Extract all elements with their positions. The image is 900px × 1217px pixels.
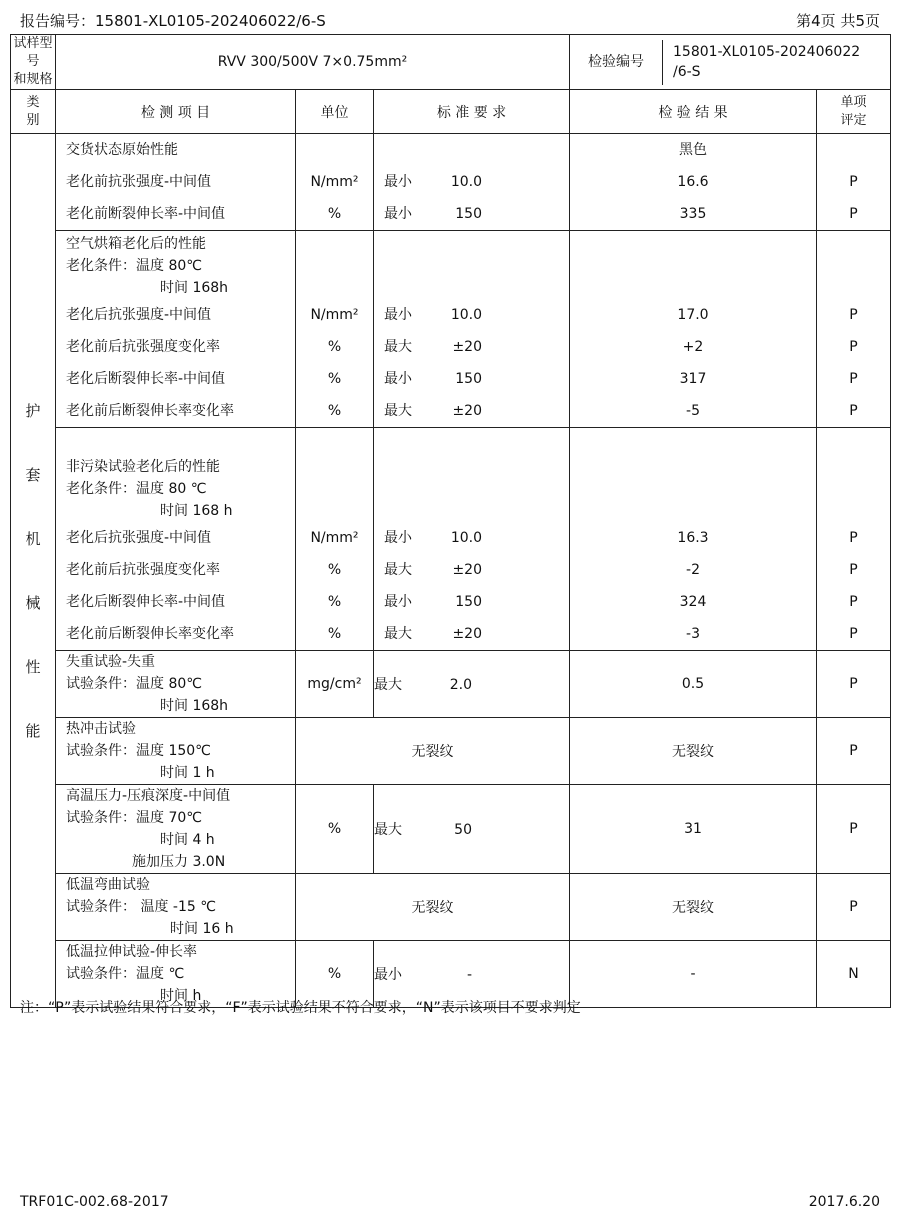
result-cell: [570, 428, 817, 651]
std-type: 最大: [384, 339, 412, 355]
item-text: 老化后抗张强度-中间值: [66, 530, 212, 546]
item-cell: [56, 134, 296, 231]
table-row: [11, 231, 891, 428]
category-char: 性: [25, 657, 41, 676]
test-report-table: [10, 34, 891, 1008]
report-number: 报告编号：15801-XL0105-202406022/6-S: [20, 12, 326, 30]
evaluation-cell: P: [817, 785, 891, 874]
condition-text: 时间 168 h: [160, 503, 233, 519]
item-cell: [56, 874, 296, 941]
result-text: 17.0: [677, 307, 709, 323]
item-text: 老化前后断裂伸长率变化率: [66, 626, 234, 642]
standard-cell: 无裂纹: [296, 718, 570, 785]
unit-text: N/mm²: [310, 530, 359, 546]
table-row: [11, 785, 891, 874]
result-text: 317: [679, 371, 707, 387]
evaluation-text: P: [849, 206, 858, 222]
std-value: 150: [455, 371, 482, 387]
std-type: 最小: [384, 530, 412, 546]
result-text: 324: [679, 594, 707, 610]
item-text: 交货状态原始性能: [66, 142, 178, 158]
unit-cell: [296, 134, 374, 231]
std-type: 最大: [384, 562, 412, 578]
unit-text: %: [327, 594, 342, 610]
std-type: 最小: [384, 206, 412, 222]
item-text: 老化前抗张强度-中间值: [66, 174, 212, 190]
item-text: 老化前断裂伸长率-中间值: [66, 206, 226, 222]
category-char: 机: [25, 529, 41, 548]
result-cell: -: [570, 941, 817, 1008]
std-value: ±20: [452, 626, 482, 642]
category-char: 护: [25, 401, 41, 420]
footnote: 注：“P”表示试验结果符合要求，“F”表示试验结果不符合要求，“N”表示该项目不要求判定: [20, 1000, 581, 1016]
std-value: ±20: [452, 403, 482, 419]
std-value: 2.0: [449, 677, 472, 693]
condition-text: 试验条件：温度 150℃: [66, 743, 211, 759]
standard-cell: [374, 231, 570, 428]
result-cell: 31: [570, 785, 817, 874]
item-text: 老化后断裂伸长率-中间值: [66, 594, 226, 610]
result-text: 黑色: [679, 142, 707, 158]
result-text: 335: [679, 206, 707, 222]
std-type: 最小: [384, 371, 412, 387]
unit-cell: [296, 428, 374, 651]
condition-text: 时间 16 h: [170, 921, 234, 937]
evaluation-cell: P: [817, 651, 891, 718]
item-text: 老化后断裂伸长率-中间值: [66, 371, 226, 387]
col-result: 检 验 结 果: [570, 90, 817, 134]
result-text: 16.6: [677, 174, 709, 190]
category-cell: [11, 134, 56, 1008]
table-row: [11, 428, 891, 651]
std-value: 150: [455, 594, 482, 610]
evaluation-cell: P: [817, 718, 891, 785]
standard-cell: [374, 428, 570, 651]
model-value-cell: [56, 35, 570, 90]
evaluation-cell: P: [817, 874, 891, 941]
unit-text: N/mm²: [310, 307, 359, 323]
page-number: 第4页 共5页: [796, 12, 880, 30]
model-label-cell: [11, 35, 56, 90]
model-value: RVV 300/500V 7×0.75mm²: [217, 54, 408, 70]
col-item: 检 测 项 目: [56, 90, 296, 134]
std-type: 最小: [384, 174, 412, 190]
result-text: -2: [686, 562, 700, 578]
result-text: -5: [686, 403, 700, 419]
condition-text: 试验条件： 温度 -15 ℃: [66, 899, 216, 915]
item-cell: [56, 428, 296, 651]
std-type: 最小: [374, 967, 402, 983]
item-text: 老化前后抗张强度变化率: [66, 339, 220, 355]
result-text: -3: [686, 626, 700, 642]
std-value: 10.0: [450, 530, 482, 546]
std-value: 150: [455, 206, 482, 222]
item-text: 非污染试验老化后的性能: [66, 459, 220, 475]
unit-text: %: [327, 562, 342, 578]
category-char: 能: [25, 721, 41, 740]
standard-cell: 无裂纹: [296, 874, 570, 941]
standard-cell: [374, 785, 570, 874]
std-type: 最大: [384, 403, 412, 419]
evaluation-text: P: [849, 530, 858, 546]
std-value: 10.0: [450, 307, 482, 323]
evaluation-text: P: [849, 562, 858, 578]
unit-text: N/mm²: [310, 174, 359, 190]
std-type: 最小: [384, 307, 412, 323]
evaluation-cell: [817, 134, 891, 231]
std-value: ±20: [452, 339, 482, 355]
evaluation-text: P: [849, 594, 858, 610]
std-type: 最大: [384, 626, 412, 642]
evaluation-cell: [817, 428, 891, 651]
condition-text: 试验条件：温度 80℃: [66, 676, 202, 692]
item-cell: [56, 651, 296, 718]
std-type: 最小: [384, 594, 412, 610]
result-cell: 无裂纹: [570, 718, 817, 785]
item-text: 热冲击试验: [66, 721, 136, 737]
condition-text: 时间 h: [160, 988, 202, 1004]
test-number-label: 检验编号: [570, 40, 663, 85]
item-text: 低温拉伸试验-伸长率: [66, 944, 198, 960]
std-value: 10.0: [450, 174, 482, 190]
condition-text: 老化条件：温度 80 ℃: [66, 481, 207, 497]
standard-cell: [374, 134, 570, 231]
unit-cell: mg/cm²: [296, 651, 374, 718]
issue-date: 2017.6.20: [808, 1194, 880, 1210]
evaluation-cell: N: [817, 941, 891, 1008]
evaluation-text: P: [849, 174, 858, 190]
item-text: 老化前后断裂伸长率变化率: [66, 403, 234, 419]
result-cell: [570, 134, 817, 231]
model-label: 试样型号 和规格: [13, 36, 53, 87]
unit-text: %: [327, 339, 342, 355]
unit-cell: %: [296, 785, 374, 874]
col-evaluation: 单项 评定: [817, 90, 891, 134]
item-cell: [56, 231, 296, 428]
standard-cell: [374, 651, 570, 718]
col-unit: 单位: [296, 90, 374, 134]
table-row: [11, 134, 891, 231]
std-value: ±20: [452, 562, 482, 578]
condition-text: 时间 4 h: [160, 832, 215, 848]
item-text: 老化前后抗张强度变化率: [66, 562, 220, 578]
item-text: 失重试验-失重: [66, 654, 156, 670]
item-text: 低温弯曲试验: [66, 877, 150, 893]
col-standard: 标 准 要 求: [374, 90, 570, 134]
table-row: [11, 874, 891, 941]
sample-info-row: [11, 35, 891, 90]
condition-text: 试验条件：温度 ℃: [66, 966, 185, 982]
condition-text: 时间 168h: [160, 280, 229, 296]
result-text: 16.3: [677, 530, 709, 546]
evaluation-text: P: [849, 626, 858, 642]
item-text: 空气烘箱老化后的性能: [66, 236, 206, 252]
std-type: 最大: [374, 822, 402, 838]
unit-cell: [296, 231, 374, 428]
category-char: 套: [25, 465, 41, 484]
item-cell: [56, 785, 296, 874]
test-number-value: 15801-XL0105-202406022 /6-S: [673, 43, 861, 80]
item-text: 老化后抗张强度-中间值: [66, 307, 212, 323]
column-header-row: [11, 90, 891, 134]
condition-text: 施加压力 3.0N: [132, 854, 226, 870]
evaluation-text: P: [849, 371, 858, 387]
unit-cell: %: [296, 941, 374, 1008]
form-number: TRF01C-002.68-2017: [20, 1194, 169, 1210]
std-type: 最大: [374, 677, 402, 693]
evaluation-text: P: [849, 307, 858, 323]
evaluation-cell: [817, 231, 891, 428]
category-char: 械: [25, 593, 41, 612]
unit-text: %: [327, 403, 342, 419]
result-cell: 0.5: [570, 651, 817, 718]
item-cell: [56, 718, 296, 785]
evaluation-text: P: [849, 403, 858, 419]
result-cell: [570, 231, 817, 428]
condition-text: 时间 168h: [160, 698, 229, 714]
table-row: [11, 651, 891, 718]
unit-text: %: [327, 626, 342, 642]
item-text: 高温压力-压痕深度-中间值: [66, 788, 231, 804]
condition-text: 老化条件：温度 80℃: [66, 258, 202, 274]
test-number-cell: [570, 35, 891, 90]
result-cell: 无裂纹: [570, 874, 817, 941]
page-header: [20, 10, 880, 32]
condition-text: 时间 1 h: [160, 765, 215, 781]
table-row: [11, 718, 891, 785]
condition-text: 试验条件：温度 70℃: [66, 810, 202, 826]
result-text: +2: [682, 339, 704, 355]
unit-text: %: [327, 371, 342, 387]
std-value: 50: [454, 822, 472, 838]
evaluation-text: P: [849, 339, 858, 355]
unit-text: %: [327, 206, 342, 222]
std-value: -: [466, 967, 472, 983]
col-category: 类 别: [11, 90, 56, 134]
